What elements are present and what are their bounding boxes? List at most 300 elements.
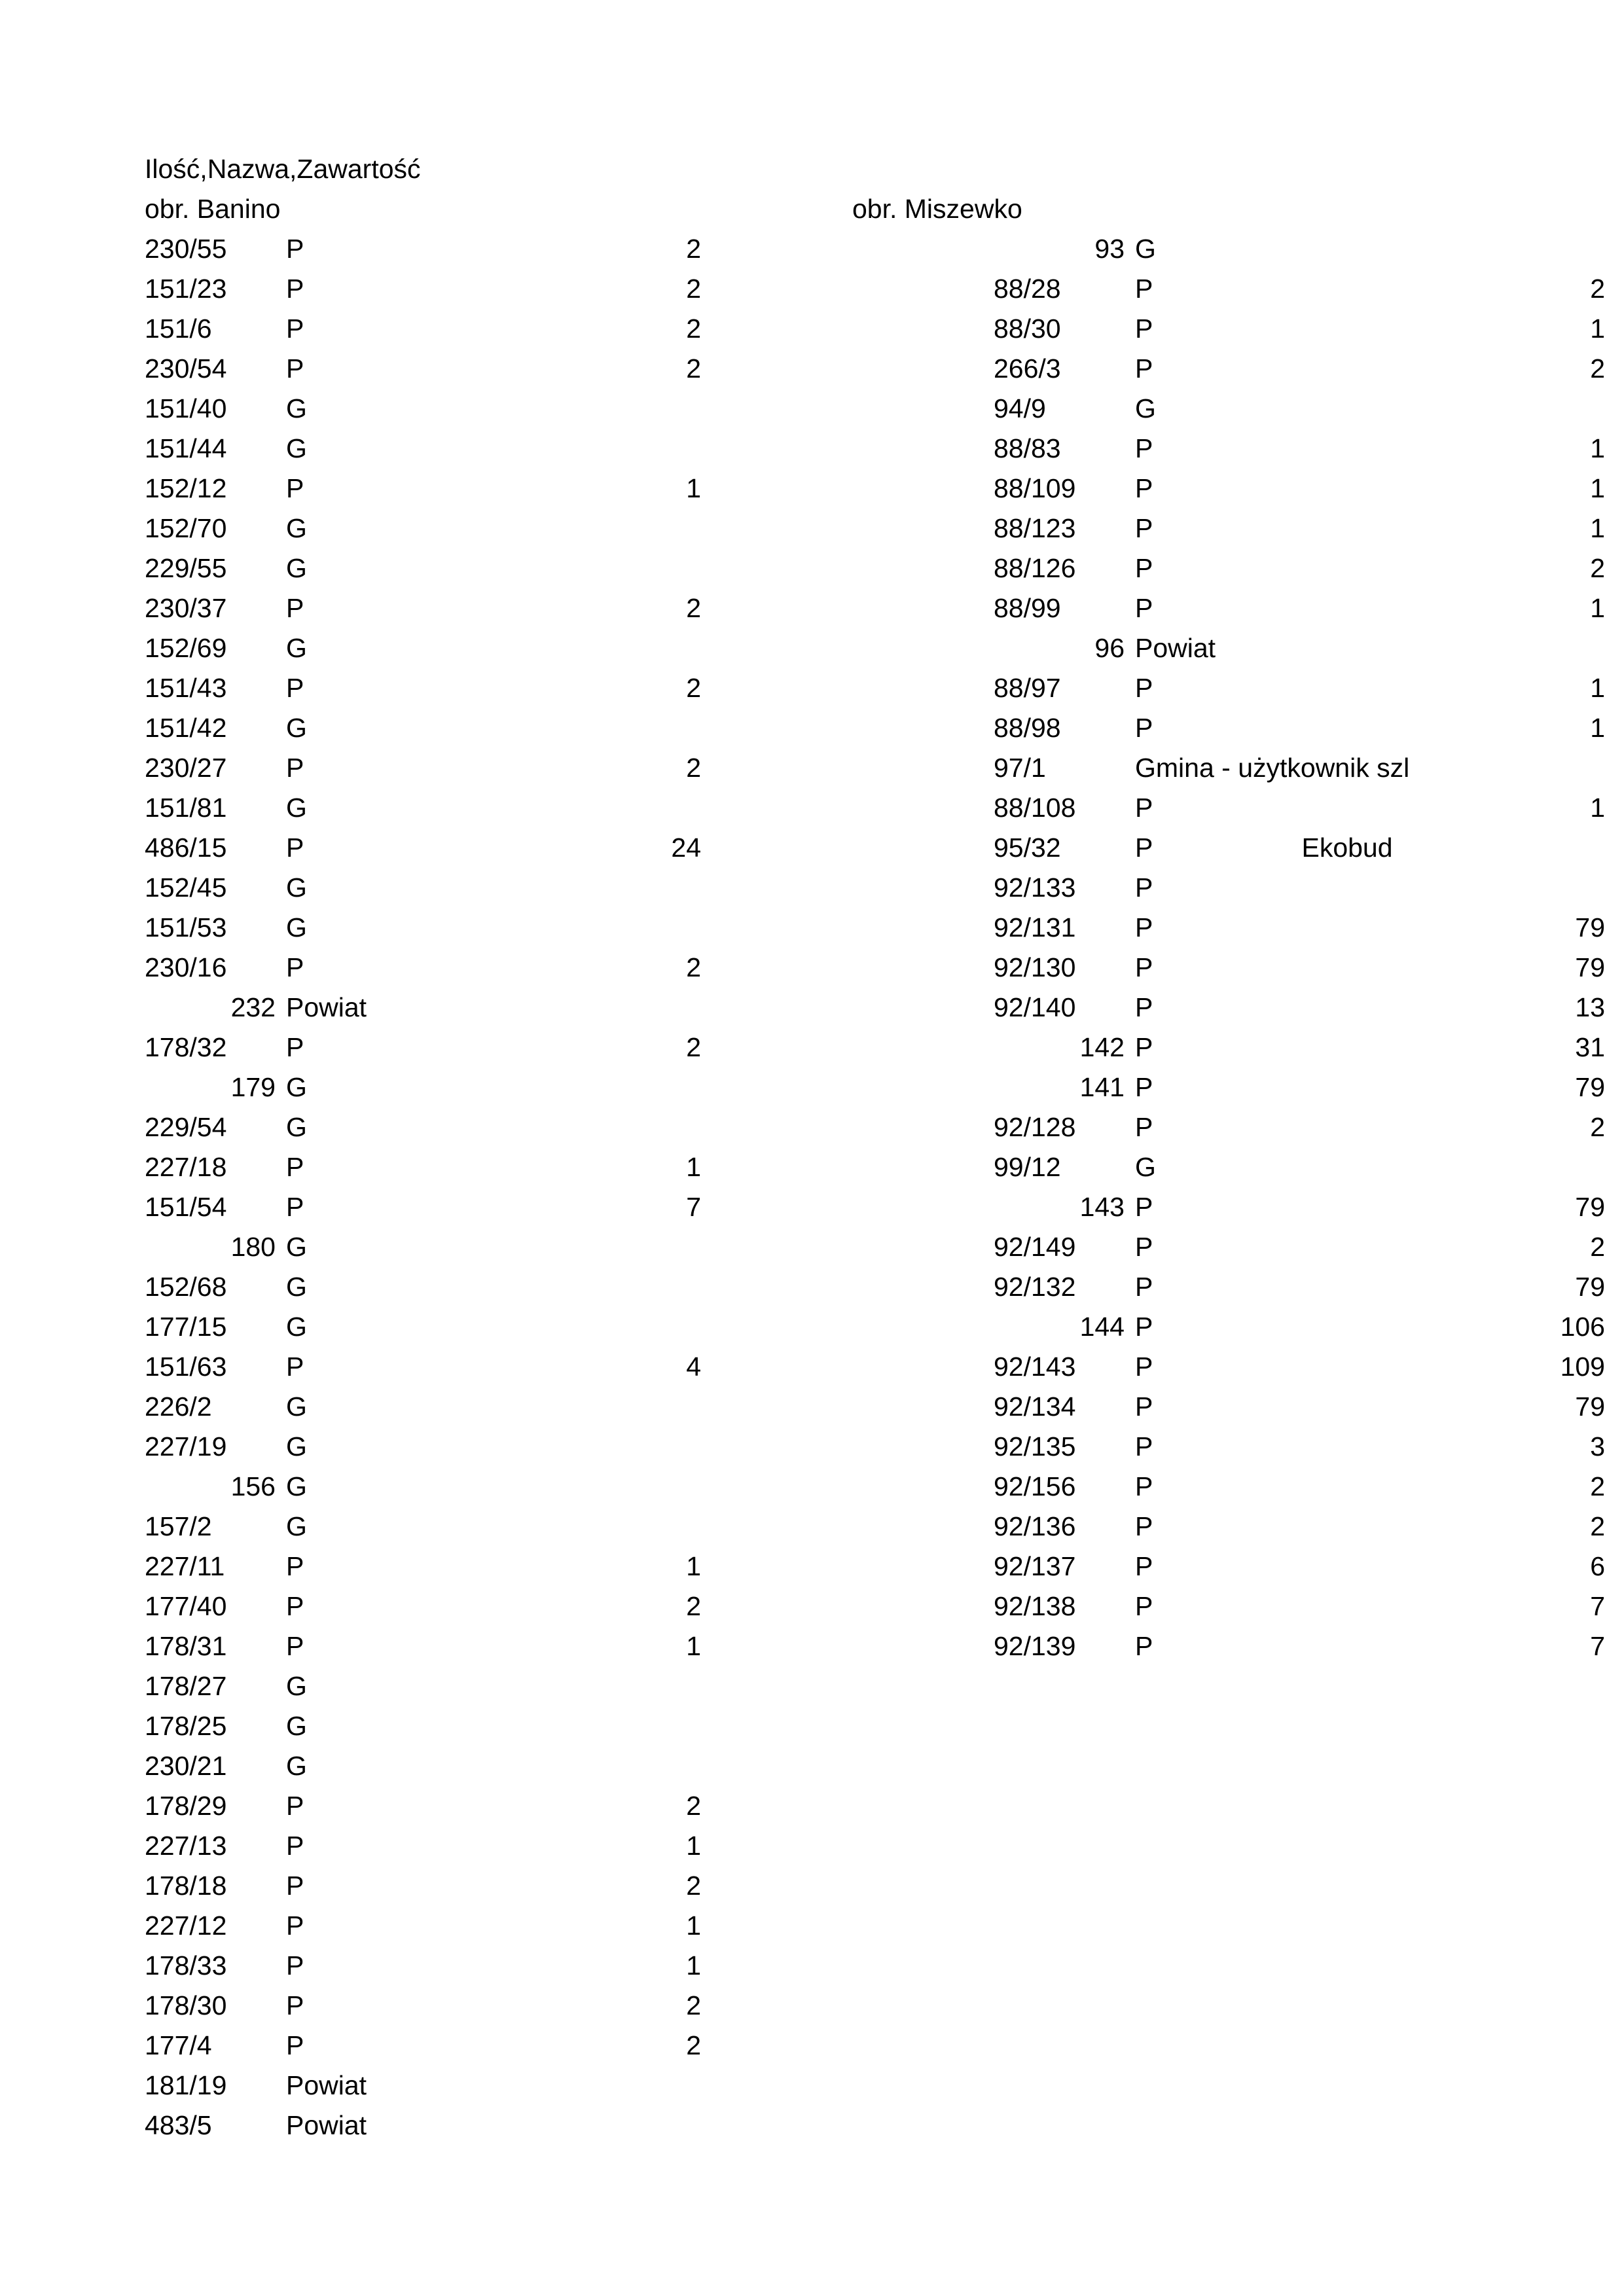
- parcel-number: 97/1: [994, 753, 1046, 783]
- parcel-value: 1: [1590, 314, 1605, 344]
- parcel-type: P: [1135, 473, 1153, 503]
- table-row: [852, 1626, 1605, 1666]
- table-row: [145, 1067, 307, 1107]
- parcel-value: 2: [1590, 1112, 1605, 1142]
- table-row: [852, 1187, 1605, 1227]
- parcel-type: P: [1135, 1352, 1153, 1382]
- parcel-value: 2: [686, 1990, 701, 2020]
- parcel-type: G: [286, 1711, 307, 1741]
- parcel-number: 142: [1079, 1032, 1125, 1062]
- parcel-number: 92/134: [994, 1391, 1076, 1422]
- parcel-number: 92/140: [994, 992, 1076, 1022]
- parcel-value: 2: [1590, 274, 1605, 304]
- parcel-number: 230/37: [145, 593, 227, 623]
- table-row: [145, 2026, 701, 2066]
- parcel-number: 178/31: [145, 1631, 227, 1661]
- parcel-type: Powiat: [1135, 633, 1216, 663]
- table-row: [145, 548, 307, 588]
- parcel-value: 2: [686, 1032, 701, 1062]
- parcel-number: 88/98: [994, 713, 1061, 743]
- parcel-number: 92/128: [994, 1112, 1076, 1142]
- table-row: [145, 908, 307, 948]
- table-row: [852, 828, 1393, 868]
- table-row: [852, 748, 1410, 788]
- section-miszewko: [852, 189, 1605, 1666]
- parcel-number: 152/70: [145, 513, 227, 543]
- table-row: [852, 269, 1605, 309]
- table-row: [145, 349, 701, 389]
- parcel-number: 177/4: [145, 2030, 212, 2060]
- parcel-value: 1: [686, 1152, 701, 1182]
- parcel-number: 92/135: [994, 1431, 1076, 1462]
- parcel-type: P: [1135, 1631, 1153, 1661]
- parcel-number: 178/27: [145, 1671, 227, 1701]
- table-row: [145, 1906, 701, 1946]
- parcel-value: 2: [1590, 1471, 1605, 1501]
- table-row: [145, 1187, 701, 1227]
- parcel-type: Gmina - użytkownik szl: [1135, 753, 1410, 783]
- table-row: [852, 309, 1605, 349]
- parcel-number: 151/54: [145, 1192, 227, 1222]
- parcel-number: 151/40: [145, 393, 227, 423]
- parcel-type: P: [286, 274, 304, 304]
- parcel-number: 92/137: [994, 1551, 1076, 1581]
- parcel-number: 93: [1094, 234, 1125, 264]
- parcel-type: P: [286, 1990, 304, 2020]
- parcel-value: 1: [686, 1831, 701, 1861]
- parcel-type: P: [286, 1591, 304, 1621]
- table-row: [145, 1666, 307, 1706]
- parcel-value: 109: [1560, 1352, 1605, 1382]
- parcel-number: 92/143: [994, 1352, 1076, 1382]
- table-row: [852, 788, 1605, 828]
- parcel-value: 2: [1590, 353, 1605, 384]
- parcel-type: P: [286, 473, 304, 503]
- parcel-type: G: [286, 1751, 307, 1781]
- parcel-value: 2: [686, 1591, 701, 1621]
- parcel-number: 230/55: [145, 234, 227, 264]
- parcel-type: G: [286, 553, 307, 583]
- parcel-number: 178/18: [145, 1871, 227, 1901]
- table-row: [145, 1826, 701, 1866]
- table-row: [145, 469, 701, 509]
- parcel-value: 79: [1575, 952, 1605, 982]
- parcel-number: 177/15: [145, 1312, 227, 1342]
- parcel-type: P: [1135, 274, 1153, 304]
- parcel-number: 178/33: [145, 1950, 227, 1981]
- parcel-number: 88/109: [994, 473, 1076, 503]
- parcel-list-banino: [145, 229, 701, 2145]
- parcel-number: 152/12: [145, 473, 227, 503]
- table-row: [145, 1746, 307, 1786]
- parcel-type: P: [1135, 353, 1153, 384]
- parcel-number: 88/30: [994, 314, 1061, 344]
- parcel-type: G: [286, 1391, 307, 1422]
- table-row: [852, 1028, 1605, 1067]
- parcel-number: 94/9: [994, 393, 1046, 423]
- parcel-type: P: [286, 753, 304, 783]
- parcel-type: G: [1135, 234, 1156, 264]
- table-row: [145, 389, 307, 429]
- parcel-type: G: [286, 1431, 307, 1462]
- parcel-value: 79: [1575, 1272, 1605, 1302]
- table-row: [145, 948, 701, 988]
- parcel-number: 229/55: [145, 553, 227, 583]
- parcel-type: P: [1135, 1232, 1153, 1262]
- parcel-number: 88/97: [994, 673, 1061, 703]
- table-row: [145, 708, 307, 748]
- parcel-type: G: [286, 513, 307, 543]
- table-row: [145, 1347, 701, 1387]
- parcel-number: 141: [1079, 1072, 1125, 1102]
- parcel-type: P: [1135, 1032, 1153, 1062]
- parcel-type: P: [1135, 1272, 1153, 1302]
- parcel-number: 92/130: [994, 952, 1076, 982]
- parcel-value: 1: [1590, 593, 1605, 623]
- parcel-number: 181/19: [145, 2070, 227, 2100]
- parcel-type: G: [286, 1072, 307, 1102]
- parcel-number: 88/126: [994, 553, 1076, 583]
- section-title-miszewko: obr. Miszewko: [852, 194, 1022, 224]
- parcel-type: G: [286, 1471, 307, 1501]
- parcel-type: P: [1135, 833, 1153, 863]
- table-row: [145, 788, 307, 828]
- parcel-number: 88/99: [994, 593, 1061, 623]
- parcel-number: 95/32: [994, 833, 1061, 863]
- parcel-type: P: [1135, 1112, 1153, 1142]
- parcel-type: P: [286, 1831, 304, 1861]
- parcel-value: 13: [1575, 992, 1605, 1022]
- parcel-value: 1: [1590, 433, 1605, 463]
- parcel-type: P: [1135, 593, 1153, 623]
- parcel-number: 227/18: [145, 1152, 227, 1182]
- parcel-type: G: [1135, 393, 1156, 423]
- table-row: [852, 349, 1605, 389]
- table-row: [145, 1107, 307, 1147]
- table-row: [145, 748, 701, 788]
- parcel-value: 2: [686, 753, 701, 783]
- table-row: [852, 1507, 1605, 1547]
- table-row: [145, 828, 701, 868]
- parcel-value: Ekobud: [1301, 833, 1393, 863]
- table-row: [852, 1587, 1605, 1626]
- parcel-type: P: [1135, 1431, 1153, 1462]
- parcel-type: P: [286, 353, 304, 384]
- parcel-type: G: [286, 1312, 307, 1342]
- table-row: [145, 668, 701, 708]
- parcel-number: 151/53: [145, 912, 227, 942]
- parcel-number: 151/6: [145, 314, 212, 344]
- parcel-value: 7: [1590, 1591, 1605, 1621]
- parcel-number: 151/44: [145, 433, 227, 463]
- table-row: [145, 868, 307, 908]
- parcel-type: G: [286, 393, 307, 423]
- parcel-value: 2: [686, 234, 701, 264]
- parcel-type: P: [286, 1791, 304, 1821]
- table-row: [145, 1587, 701, 1626]
- parcel-type: P: [1135, 793, 1153, 823]
- table-row: [145, 1507, 307, 1547]
- table-row: [852, 668, 1605, 708]
- parcel-number: 92/133: [994, 872, 1076, 903]
- parcel-type: Powiat: [286, 2110, 367, 2140]
- parcel-number: 92/156: [994, 1471, 1076, 1501]
- parcel-type: P: [1135, 1312, 1153, 1342]
- parcel-type: P: [1135, 673, 1153, 703]
- table-row: [852, 1227, 1605, 1267]
- parcel-value: 2: [686, 274, 701, 304]
- parcel-type: G: [286, 433, 307, 463]
- parcel-number: 144: [1079, 1312, 1125, 1342]
- parcel-value: 2: [686, 2030, 701, 2060]
- parcel-type: G: [286, 713, 307, 743]
- table-row: [852, 1467, 1605, 1507]
- parcel-type: G: [286, 1232, 307, 1262]
- parcel-value: 2: [1590, 1232, 1605, 1262]
- table-row: [852, 628, 1216, 668]
- table-row: [852, 1147, 1156, 1187]
- parcel-value: 7: [1590, 1631, 1605, 1661]
- parcel-type: Powiat: [286, 2070, 367, 2100]
- parcel-type: G: [286, 1511, 307, 1541]
- table-row: [145, 2106, 367, 2145]
- table-row: [145, 269, 701, 309]
- parcel-type: P: [286, 1910, 304, 1941]
- table-row: [852, 908, 1605, 948]
- parcel-number: 178/30: [145, 1990, 227, 2020]
- table-row: [852, 988, 1605, 1028]
- table-row: [145, 1387, 307, 1427]
- table-row: [145, 1786, 701, 1826]
- parcel-number: 266/3: [994, 353, 1061, 384]
- parcel-number: 96: [1094, 633, 1125, 663]
- table-row: [145, 588, 701, 628]
- parcel-number: 151/63: [145, 1352, 227, 1382]
- parcel-number: 151/42: [145, 713, 227, 743]
- parcel-number: 230/16: [145, 952, 227, 982]
- table-row: [145, 1946, 701, 1986]
- parcel-type: P: [1135, 1192, 1153, 1222]
- parcel-type: P: [286, 314, 304, 344]
- parcel-type: P: [1135, 553, 1153, 583]
- parcel-value: 2: [686, 952, 701, 982]
- parcel-value: 1: [686, 473, 701, 503]
- parcel-number: 179: [230, 1072, 276, 1102]
- parcel-number: 88/28: [994, 274, 1061, 304]
- parcel-value: 1: [686, 1631, 701, 1661]
- table-row: [852, 868, 1153, 908]
- parcel-value: 4: [686, 1352, 701, 1382]
- parcel-value: 106: [1560, 1312, 1605, 1342]
- parcel-type: P: [1135, 713, 1153, 743]
- parcel-number: 177/40: [145, 1591, 227, 1621]
- table-row: [852, 1307, 1605, 1347]
- parcel-number: 152/69: [145, 633, 227, 663]
- parcel-number: 152/45: [145, 872, 227, 903]
- table-row: [145, 229, 701, 269]
- parcel-number: 230/54: [145, 353, 227, 384]
- table-row: [852, 948, 1605, 988]
- parcel-number: 152/68: [145, 1272, 227, 1302]
- parcel-type: G: [286, 1671, 307, 1701]
- table-row: [145, 1467, 307, 1507]
- parcel-number: 92/132: [994, 1272, 1076, 1302]
- parcel-list-miszewko: [852, 229, 1605, 1666]
- parcel-value: 6: [1590, 1551, 1605, 1581]
- parcel-value: 1: [1590, 793, 1605, 823]
- table-row: [145, 1427, 307, 1467]
- parcel-type: P: [286, 1950, 304, 1981]
- parcel-type: P: [286, 952, 304, 982]
- parcel-number: 88/123: [994, 513, 1076, 543]
- parcel-value: 2: [686, 673, 701, 703]
- parcel-value: 3: [1590, 1431, 1605, 1462]
- parcel-type: P: [286, 673, 304, 703]
- parcel-type: P: [286, 1152, 304, 1182]
- parcel-value: 1: [686, 1950, 701, 1981]
- parcel-value: 2: [686, 353, 701, 384]
- parcel-type: P: [286, 1871, 304, 1901]
- parcel-type: P: [286, 1551, 304, 1581]
- parcel-value: 7: [686, 1192, 701, 1222]
- parcel-value: 2: [686, 1791, 701, 1821]
- table-row: [145, 1986, 701, 2026]
- parcel-type: G: [286, 793, 307, 823]
- parcel-number: 486/15: [145, 833, 227, 863]
- parcel-type: G: [286, 633, 307, 663]
- table-row: [145, 1147, 701, 1187]
- table-row: [145, 1267, 307, 1307]
- parcel-value: 2: [1590, 1511, 1605, 1541]
- parcel-value: 24: [671, 833, 701, 863]
- table-row: [145, 628, 307, 668]
- parcel-value: 2: [686, 314, 701, 344]
- parcel-number: 230/21: [145, 1751, 227, 1781]
- parcel-type: P: [1135, 433, 1153, 463]
- table-row: [852, 1107, 1605, 1147]
- parcel-type: P: [286, 1352, 304, 1382]
- table-row: [145, 1706, 307, 1746]
- parcel-type: P: [1135, 952, 1153, 982]
- page-header: Ilość,Nazwa,Zawartość: [145, 154, 421, 184]
- table-row: [852, 1267, 1605, 1307]
- table-row: [852, 588, 1605, 628]
- parcel-value: 1: [686, 1551, 701, 1581]
- parcel-number: 227/19: [145, 1431, 227, 1462]
- parcel-type: P: [1135, 912, 1153, 942]
- parcel-type: P: [1135, 872, 1153, 903]
- parcel-value: 1: [686, 1910, 701, 1941]
- parcel-number: 178/29: [145, 1791, 227, 1821]
- table-row: [145, 509, 307, 548]
- table-row: [852, 548, 1605, 588]
- table-row: [145, 1227, 307, 1267]
- parcel-value: 1: [1590, 473, 1605, 503]
- parcel-type: G: [286, 872, 307, 903]
- table-row: [852, 389, 1156, 429]
- table-row: [145, 1028, 701, 1067]
- parcel-value: 2: [686, 593, 701, 623]
- table-row: [852, 1067, 1605, 1107]
- parcel-type: P: [1135, 1072, 1153, 1102]
- parcel-value: 1: [1590, 513, 1605, 543]
- table-row: [145, 309, 701, 349]
- parcel-number: 151/23: [145, 274, 227, 304]
- table-row: [852, 708, 1605, 748]
- table-row: [145, 429, 307, 469]
- parcel-type: P: [1135, 1591, 1153, 1621]
- parcel-type: P: [1135, 1391, 1153, 1422]
- parcel-number: 92/131: [994, 912, 1076, 942]
- parcel-number: 92/149: [994, 1232, 1076, 1262]
- parcel-number: 92/139: [994, 1631, 1076, 1661]
- parcel-value: 2: [686, 1871, 701, 1901]
- table-row: [852, 1387, 1605, 1427]
- parcel-type: P: [286, 833, 304, 863]
- section-title-banino: obr. Banino: [145, 194, 281, 224]
- table-row: [852, 509, 1605, 548]
- parcel-number: 229/54: [145, 1112, 227, 1142]
- parcel-value: 2: [1590, 553, 1605, 583]
- table-row: [852, 229, 1156, 269]
- parcel-number: 230/27: [145, 753, 227, 783]
- parcel-number: 151/43: [145, 673, 227, 703]
- parcel-type: P: [1135, 992, 1153, 1022]
- table-row: [145, 1547, 701, 1587]
- parcel-number: 151/81: [145, 793, 227, 823]
- parcel-type: P: [286, 234, 304, 264]
- parcel-type: P: [1135, 513, 1153, 543]
- parcel-type: P: [1135, 1551, 1153, 1581]
- parcel-type: G: [286, 1272, 307, 1302]
- parcel-value: 1: [1590, 713, 1605, 743]
- parcel-type: P: [286, 2030, 304, 2060]
- parcel-value: 79: [1575, 1072, 1605, 1102]
- parcel-type: P: [286, 1032, 304, 1062]
- parcel-type: P: [1135, 314, 1153, 344]
- table-row: [852, 1347, 1605, 1387]
- parcel-number: 143: [1079, 1192, 1125, 1222]
- parcel-number: 156: [230, 1471, 276, 1501]
- table-row: [145, 1626, 701, 1666]
- parcel-value: 1: [1590, 673, 1605, 703]
- parcel-number: 226/2: [145, 1391, 212, 1422]
- parcel-number: 180: [230, 1232, 276, 1262]
- parcel-number: 92/136: [994, 1511, 1076, 1541]
- table-row: [145, 988, 367, 1028]
- parcel-number: 99/12: [994, 1152, 1061, 1182]
- parcel-type: G: [1135, 1152, 1156, 1182]
- table-row: [852, 429, 1605, 469]
- parcel-number: 227/11: [145, 1551, 225, 1581]
- parcel-number: 88/83: [994, 433, 1061, 463]
- parcel-type: P: [286, 1192, 304, 1222]
- table-row: [145, 2066, 367, 2106]
- parcel-number: 157/2: [145, 1511, 212, 1541]
- parcel-number: 227/12: [145, 1910, 227, 1941]
- parcel-number: 227/13: [145, 1831, 227, 1861]
- parcel-value: 79: [1575, 1391, 1605, 1422]
- table-row: [852, 469, 1605, 509]
- table-row: [145, 1307, 307, 1347]
- parcel-number: 483/5: [145, 2110, 212, 2140]
- parcel-type: P: [1135, 1471, 1153, 1501]
- parcel-type: Powiat: [286, 992, 367, 1022]
- parcel-value: 79: [1575, 1192, 1605, 1222]
- table-row: [145, 1866, 701, 1906]
- table-row: [852, 1547, 1605, 1587]
- parcel-number: 178/25: [145, 1711, 227, 1741]
